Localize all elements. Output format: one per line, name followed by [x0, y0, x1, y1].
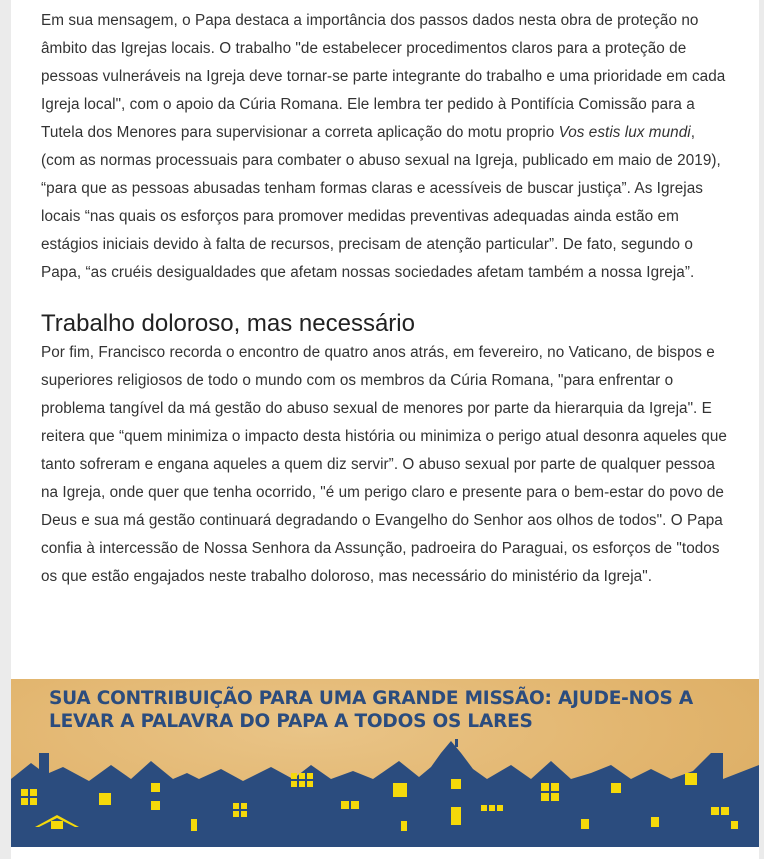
- banner-bottom-margin: [11, 847, 759, 859]
- page-content: [11, 0, 759, 859]
- paragraph-text: , (com as normas processuais para combater o abuso sexual na Igreja, publicado em maio de 2019), “para que as pessoas abusadas tenham formas claras e acessíveis de buscar justiça”. As Igrejas locais “nas quais os esforços para promover medidas preventivas adequadas ainda estão em estágios iniciais devido à falta de recursos, precisam de atenção particular”. De fato, segundo o Papa, “as cruéis desigualdades que afetam nossas sociedades afetam também a nossa Igreja”.: [41, 124, 721, 281]
- article-paragraph: Por fim, Francisco recorda o encontro de quatro anos atrás, em fevereiro, no Vaticano, de bispos e superiores religiosos de todo o mundo com os membros da Cúria Romana, "para enfrentar o problema tangível da má gestão do abuso sexual de menores por parte da hierarquia da Igreja". E reitera que “quem minimiza o impacto desta história ou minimiza o perigo atual desonra aqueles que tanto sofreram e engana aqueles a quem diz servir”. O abuso sexual por parte de qualquer pessoa na Igreja, onde quer que tenha ocorrido, "é um perigo claro e presente para o bem-estar do povo de Deus e sua má gestão continuará degradando o Evangelho do Senhor aos olhos de todos". O Papa confia à intercessão de Nossa Senhora da Assunção, padroeira do Paraguai, os esforços de "todos os que estão engajados neste trabalho doloroso, mas necessário do ministério da Igreja".: [41, 344, 727, 585]
- donation-banner[interactable]: [11, 679, 759, 847]
- article-body: [41, 7, 733, 591]
- section-heading: Trabalho doloroso, mas necessário: [41, 310, 415, 337]
- article-paragraph: [41, 7, 733, 287]
- banner-title[interactable]: SUA CONTRIBUIÇÃO PARA UMA GRANDE MISSÃO: AJUDE-NOS A LEVAR A PALAVRA DO PAPA A TODOS OS LARES: [49, 688, 693, 732]
- document-title-italic: Vos estis lux mundi: [558, 124, 691, 141]
- paragraph-text: Em sua mensagem, o Papa destaca a importância dos passos dados nesta obra de proteção no âmbito das Igrejas locais. O trabalho "de estabelecer procedimentos claros para a proteção de pessoas vulneráveis na Igreja deve tornar-se parte integrante do trabalho e uma prioridade em cada Igreja local", com o apoio da Cúria Romana. Ele lembra ter pedido à Pontifícia Comissão para a Tutela dos Menores para supervisionar a correta aplicação do motu proprio: [41, 12, 726, 141]
- houses-skyline-illustration: [11, 739, 759, 847]
